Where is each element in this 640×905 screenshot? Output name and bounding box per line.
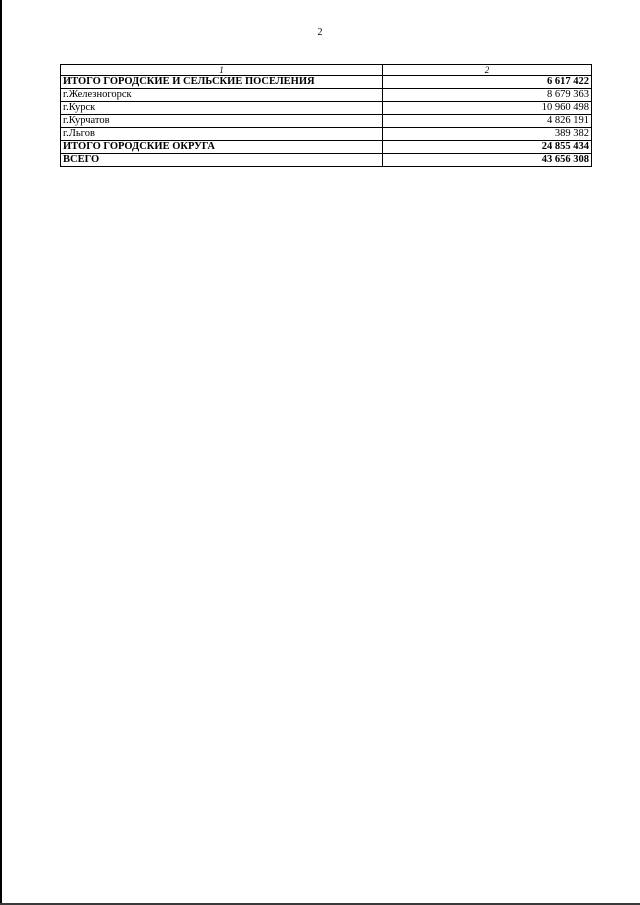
table-row-kursk: [61, 102, 592, 115]
column-number-2: 2: [383, 65, 592, 76]
table-header-row: [61, 65, 592, 76]
table-row-zheleznogorsk: [61, 89, 592, 102]
row-value: 43 656 308: [383, 154, 592, 167]
column-number-1: 1: [61, 65, 383, 76]
table-row-grand-total: [61, 154, 592, 167]
row-value: 6 617 422: [383, 76, 592, 89]
row-name: г.Льгов: [61, 128, 383, 141]
row-value: 4 826 191: [383, 115, 592, 128]
table-row-lgov: [61, 128, 592, 141]
row-name: ИТОГО ГОРОДСКИЕ ОКРУГА: [61, 141, 383, 154]
row-value: 8 679 363: [383, 89, 592, 102]
row-value: 24 855 434: [383, 141, 592, 154]
row-value: 389 382: [383, 128, 592, 141]
page-number: 2: [317, 27, 323, 38]
row-name: ВСЕГО: [61, 154, 383, 167]
row-name: г.Курск: [61, 102, 383, 115]
scan-edge-left: [0, 0, 2, 905]
row-value: 10 960 498: [383, 102, 592, 115]
row-name: г.Железногорск: [61, 89, 383, 102]
row-name: г.Курчатов: [61, 115, 383, 128]
table-row-kurchatov: [61, 115, 592, 128]
budget-table: [60, 64, 592, 167]
row-name: ИТОГО ГОРОДСКИЕ И СЕЛЬСКИЕ ПОСЕЛЕНИЯ: [61, 76, 383, 89]
table-row-total-urban-districts: [61, 141, 592, 154]
table-row-total-settlements: [61, 76, 592, 89]
